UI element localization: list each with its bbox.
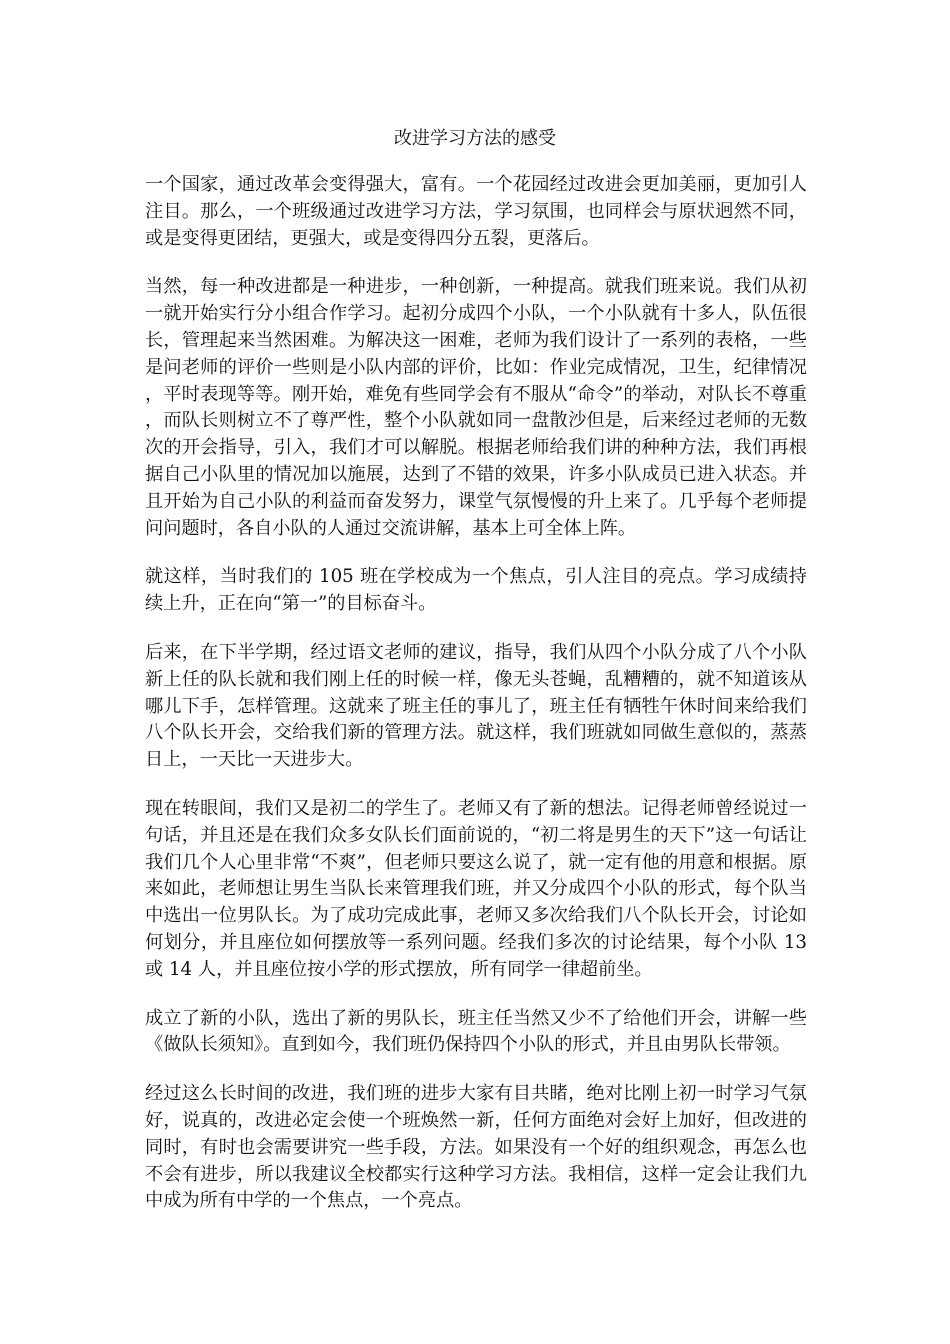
paragraph-1: 一个国家，通过改革会变得强大，富有。一个花园经过改进会更加美丽，更加引人注目。那么，一个班级通过改进学习方法，学习氛围，也同样会与原状迥然不同，或是变得更团结，更强大，或是变得四分五裂，更落后。: [145, 174, 807, 249]
document-title: 改进学习方法的感受: [394, 128, 556, 149]
document-body: [145, 172, 807, 1237]
paragraph-4: 后来，在下半学期，经过语文老师的建议，指导，我们从四个小队分成了八个小队新上任的队长就和我们刚上任的时候一样，像无头苍蝇，乱糟糟的，就不知道该从哪儿下手，怎样管理。这就来了班主任的事儿了，班主任有牺牲午休时间来给我们八个队长开会，交给我们新的管理方法。就这样，我们班就如同做生意似的，蒸蒸日上，一天比一天进步大。: [145, 641, 807, 771]
paragraph-7: 经过这么长时间的改进，我们班的进步大家有目共睹，绝对比刚上初一时学习气氛好，说真的，改进必定会使一个班焕然一新，任何方面绝对会好上加好，但改进的同时，有时也会需要讲究一些手段，方法。如果没有一个好的组织观念，再怎么也不会有进步，所以我建议全校都实行这种学习方法。我相信，这样一定会让我们九中成为所有中学的一个焦点，一个亮点。: [145, 1083, 807, 1212]
paragraph-3: 就这样，当时我们的 105 班在学校成为一个焦点，引人注目的亮点。学习成绩持续上升，正在向“第一”的目标奋斗。: [145, 566, 807, 615]
paragraph-2: 当然，每一种改进都是一种进步，一种创新，一种提高。就我们班来说。我们从初一就开始实行分小组合作学习。起初分成四个小队，一个小队就有十多人，队伍很长，管理起来当然困难。为解决这一困难，老师为我们设计了一系列的表格，一些是问老师的评价一些则是小队内部的评价，比如：作业完成情况，卫生，纪律情况，平时表现等等。刚开始，难免有些同学会有不服从“命令”的举动，对队长不尊重，而队长则树立不了尊严性，整个小队就如同一盘散沙但是，后来经过老师的无数次的开会指导，引入，我们才可以解脱。根据老师给我们讲的种种方法，我们再根据自己小队里的情况加以施展，达到了不错的效果，许多小队成员已进入状态。并且开始为自己小队的利益而奋发努力，课堂气氛慢慢的升上来了。几乎每个老师提问问题时，各自小队的人通过交流讲解，基本上可全体上阵。: [145, 276, 807, 539]
paragraph-5: 现在转眼间，我们又是初二的学生了。老师又有了新的想法。记得老师曾经说过一句话，并且还是在我们众多女队长们面前说的，“初二将是男生的天下”这一句话让我们几个人心里非常“不爽”，但老师只要这么说了，就一定有他的用意和根据。原来如此，老师想让男生当队长来管理我们班，并又分成四个小队的形式，每个队当中选出一位男队长。为了成功完成此事，老师又多次给我们八个队长开会，讨论如何划分，并且座位如何摆放等一系列问题。经我们多次的讨论结果，每个小队 13 或 14 人，并且座位按小学的形式摆放，所有同学一律超前坐。: [145, 797, 807, 980]
paragraph-6: 成立了新的小队，选出了新的男队长，班主任当然又少不了给他们开会，讲解一些《做队长须知》。直到如今，我们班仍保持四个小队的形式，并且由男队长带领。: [145, 1007, 807, 1056]
